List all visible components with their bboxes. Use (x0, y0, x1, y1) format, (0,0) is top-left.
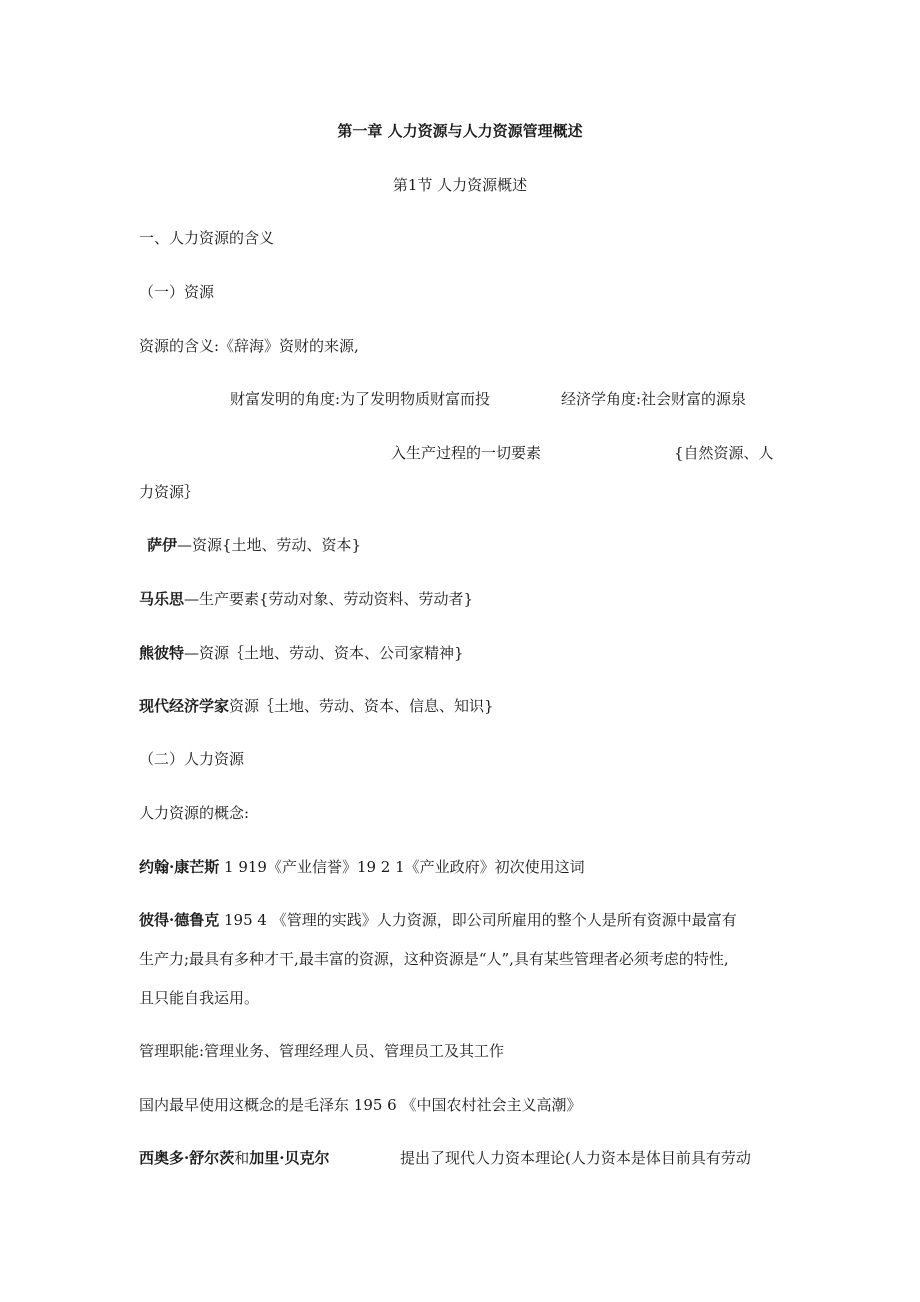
schultz-and: 和 (234, 1149, 250, 1167)
drucker-text: 195 4 《管理的实践》人力资源，即公司所雇用的整个人是所有资源中最富有 (219, 911, 737, 929)
schumpeter-name: 熊彼特 (139, 644, 185, 662)
modern-name: 现代经济学家 (139, 697, 230, 715)
commons-text: 1 919《产业信誉》19 2 1《产业政府》初次使用这词 (219, 858, 585, 876)
section-title: 第1节 人力资源概述 (392, 176, 528, 194)
say-name: 萨伊 (147, 536, 178, 554)
malthus-name: 马乐思 (139, 590, 185, 608)
schultz-becker-paragraph (139, 1148, 329, 1168)
malthus-paragraph (139, 589, 473, 609)
economics-angle-continuation: {自然资源、人 (674, 444, 774, 462)
schumpeter-paragraph (139, 643, 464, 663)
schultz-name: 西奥多·舒尔茨 (139, 1149, 235, 1167)
drucker-line-3: 且只能自我运用。 (139, 989, 260, 1007)
management-functions: 管理职能:管理业务、管理经理人员、管理员工及其工作 (139, 1042, 505, 1060)
hr-concept: 人力资源的概念: (139, 804, 250, 822)
heading-resource-meaning: 一、人力资源的含义 (139, 229, 275, 247)
modern-economists-paragraph (139, 696, 494, 716)
becker-name: 加里·贝克尔 (249, 1149, 330, 1167)
wealth-angle-text: 财富发明的角度:为了发明物质财富而投 (230, 390, 491, 408)
modern-text: 资源｛土地、劳动、资本、信息、知识} (229, 697, 494, 715)
chapter-title: 第一章 人力资源与人力资源管理概述 (337, 122, 583, 140)
subheading-resource: （一）资源 (139, 283, 215, 301)
drucker-name: 彼得·德鲁克 (139, 911, 220, 929)
commons-paragraph (139, 857, 585, 877)
drucker-paragraph (139, 910, 737, 930)
subheading-human-resource: （二）人力资源 (139, 750, 245, 768)
drucker-line-2: 生产力;最具有多种才干,最丰富的资源，这种资源是“人”,具有某些管理者必须考虑的特性, (139, 950, 729, 968)
commons-name: 约翰·康芒斯 (139, 858, 220, 876)
malthus-text: —生产要素{劳动对象、劳动资料、劳动者} (184, 590, 474, 608)
schultz-becker-text: 提出了现代人力资本理论(人力资本是体目前具有劳动 (400, 1149, 751, 1167)
resource-definition: 资源的含义:《辞海》资财的来源, (139, 337, 359, 355)
say-paragraph (147, 535, 361, 555)
mao-paragraph: 国内最早使用这概念的是毛泽东 195 6 《中国农村社会主义高潮》 (139, 1096, 582, 1114)
say-text: —资源{土地、劳动、资本} (177, 536, 362, 554)
schumpeter-text: —资源｛土地、劳动、资本、公司家精神} (184, 644, 464, 662)
economics-angle-continuation-2: 力资源｝ (139, 483, 200, 501)
wealth-angle-continuation: 入生产过程的一切要素 (391, 444, 542, 462)
economics-angle-text: 经济学角度:社会财富的源泉 (561, 390, 747, 408)
